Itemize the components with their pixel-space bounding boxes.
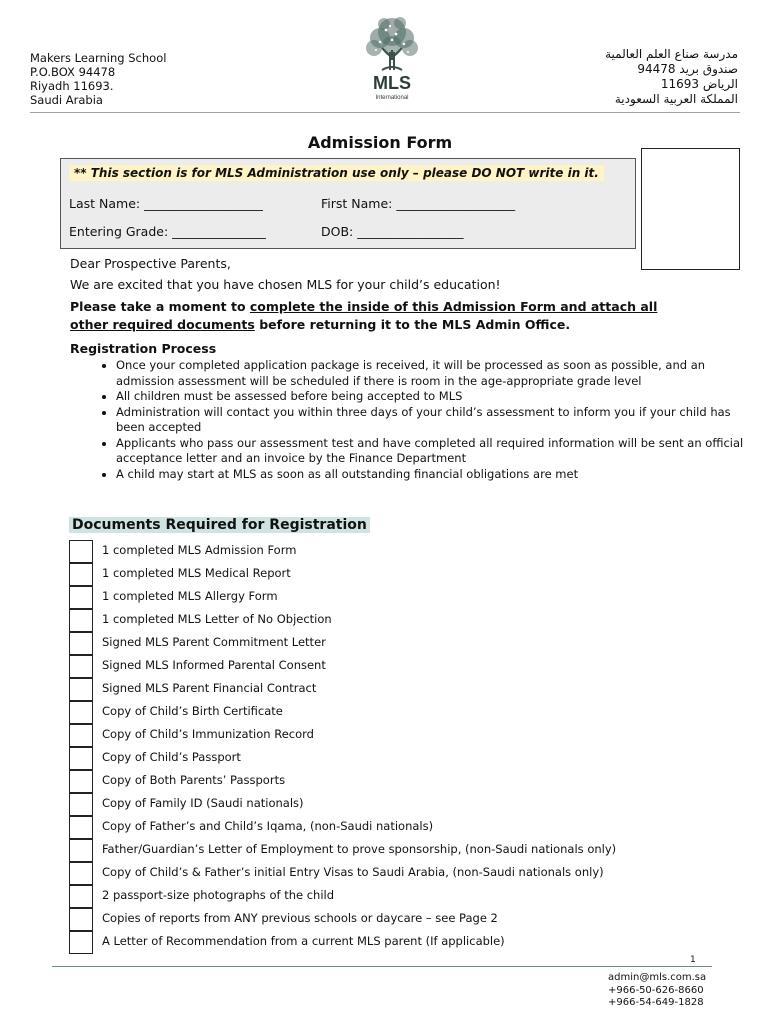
dob-field: DOB: _________________	[321, 224, 464, 239]
admin-use-section	[60, 158, 636, 249]
checkbox[interactable]	[69, 908, 93, 931]
document-checklist-item[interactable]	[69, 563, 749, 586]
document-checklist-item[interactable]	[69, 908, 749, 931]
contact-info	[608, 972, 706, 1010]
document-checklist-item[interactable]	[69, 931, 749, 954]
document-label: 1 completed MLS Letter of No Objection	[102, 612, 332, 626]
document-label: Copy of Family ID (Saudi nationals)	[102, 796, 304, 810]
photo-box	[641, 148, 740, 270]
first-name-field: First Name: ___________________	[321, 196, 516, 211]
document-label: Signed MLS Parent Financial Contract	[102, 681, 317, 695]
document-label: Copy of Child’s Immunization Record	[102, 727, 314, 741]
document-checklist-item[interactable]	[69, 655, 749, 678]
admin-notice: ** This section is for MLS Administration use only – please DO NOT write in it.	[69, 165, 604, 181]
address-line: Saudi Arabia	[30, 93, 103, 107]
document-label: Copy of Both Parents’ Passports	[102, 773, 286, 787]
greeting: Dear Prospective Parents,	[70, 256, 231, 271]
document-checklist-item[interactable]	[69, 701, 749, 724]
phone-number: +966-54-649-1828	[608, 997, 704, 1008]
last-name-field: Last Name: ___________________	[69, 196, 263, 211]
header-divider	[30, 112, 740, 113]
address-line: مدرسة صناع العلم العالمية	[605, 47, 738, 61]
instruction-part: before returning it to the MLS Admin Office.	[254, 317, 571, 332]
checkbox[interactable]	[69, 931, 93, 954]
entering-grade-field: Entering Grade: _______________	[69, 224, 266, 239]
list-item: • Once your completed application package is received, it will be processed as soon as possible, and an admission assessment will be scheduled if there is room in the age-appropriate grade level	[116, 358, 756, 389]
tree-logo-icon	[352, 12, 432, 106]
list-item: • A child may start at MLS as soon as all outstanding financial obligations are met	[116, 467, 756, 483]
email-link[interactable]: admin@mls.com.sa	[608, 972, 707, 983]
registration-process-heading: Registration Process	[70, 341, 217, 356]
document-checklist-item[interactable]	[69, 724, 749, 747]
checkbox[interactable]	[69, 724, 93, 747]
address-line: Makers Learning School	[30, 51, 167, 65]
documents-heading: Documents Required for Registration	[69, 517, 370, 533]
document-label: Copies of reports from ANY previous schools or daycare – see Page 2	[102, 911, 498, 925]
document-checklist-item[interactable]	[69, 816, 749, 839]
page-number: 1	[690, 955, 696, 965]
document-checklist-item[interactable]	[69, 839, 749, 862]
school-address-english	[30, 51, 166, 107]
form-title: Admission Form	[307, 133, 453, 152]
document-checklist-item[interactable]	[69, 770, 749, 793]
checkbox[interactable]	[69, 678, 93, 701]
address-line: Riyadh 11693.	[30, 79, 114, 93]
document-checklist-item[interactable]	[69, 862, 749, 885]
checkbox[interactable]	[69, 586, 93, 609]
instruction-part: Please take a moment to	[70, 299, 250, 314]
document-label: 1 completed MLS Allergy Form	[102, 589, 278, 603]
checkbox[interactable]	[69, 839, 93, 862]
document-checklist-item[interactable]	[69, 885, 749, 908]
document-label: 1 completed MLS Medical Report	[102, 566, 291, 580]
document-checklist-item[interactable]	[69, 632, 749, 655]
address-line: المملكة العربية السعودية	[614, 92, 738, 106]
list-item: • All children must be assessed before being accepted to MLS	[116, 389, 756, 405]
document-label: Copy of Father’s and Child’s Iqama, (non-Saudi nationals)	[102, 819, 434, 833]
list-item: • Applicants who pass our assessment test and have completed all required information will be sent an official acceptance letter and an invoice by the Finance Department	[116, 436, 756, 467]
document-label: Copy of Child’s Birth Certificate	[102, 704, 283, 718]
checkbox[interactable]	[69, 609, 93, 632]
checkbox[interactable]	[69, 540, 93, 563]
intro-text: We are excited that you have chosen MLS for your child’s education!	[70, 277, 501, 292]
checkbox[interactable]	[69, 701, 93, 724]
registration-process-list	[70, 358, 756, 482]
document-label: 2 passport-size photographs of the child	[102, 888, 335, 902]
document-label: Father/Guardian’s Letter of Employment to prove sponsorship, (non-Saudi nationals only)	[102, 842, 617, 856]
footer-divider	[52, 966, 712, 967]
document-checklist-item[interactable]	[69, 747, 749, 770]
checkbox[interactable]	[69, 770, 93, 793]
checkbox[interactable]	[69, 862, 93, 885]
checkbox[interactable]	[69, 885, 93, 908]
document-label: Copy of Child’s Passport	[102, 750, 241, 764]
document-label: Signed MLS Informed Parental Consent	[102, 658, 326, 672]
document-checklist-item[interactable]	[69, 609, 749, 632]
document-label: 1 completed MLS Admission Form	[102, 543, 297, 557]
phone-number: +966-50-626-8660	[608, 984, 704, 996]
checkbox[interactable]	[69, 793, 93, 816]
checkbox[interactable]	[69, 655, 93, 678]
checkbox[interactable]	[69, 747, 93, 770]
address-line: صندوق بريد 94478	[637, 62, 738, 76]
document-checklist-item[interactable]	[69, 793, 749, 816]
logo-text: MLS	[373, 73, 411, 93]
checkbox[interactable]	[69, 563, 93, 586]
school-address-arabic	[605, 47, 738, 107]
document-label: Copy of Child’s & Father’s initial Entry Visas to Saudi Arabia, (non-Saudi nationals only)	[102, 865, 604, 879]
address-line: P.O.BOX 94478	[30, 65, 116, 79]
checkbox[interactable]	[69, 816, 93, 839]
document-checklist-item[interactable]	[69, 540, 749, 563]
address-line: الرياض 11693	[660, 77, 738, 91]
logo-subtext: International	[375, 95, 409, 101]
instruction-text	[70, 298, 690, 334]
list-item: • Administration will contact you within three days of your child’s assessment to inform you if your child has been accepted	[116, 405, 756, 436]
document-label: A Letter of Recommendation from a current MLS parent (If applicable)	[102, 934, 505, 948]
document-label: Signed MLS Parent Commitment Letter	[102, 635, 326, 649]
school-logo	[352, 12, 432, 106]
document-checklist-item[interactable]	[69, 678, 749, 701]
checkbox[interactable]	[69, 632, 93, 655]
document-checklist-item[interactable]	[69, 586, 749, 609]
instruction-emphasis: complete the inside of this Admission Form and attach all other required documents	[70, 299, 658, 332]
